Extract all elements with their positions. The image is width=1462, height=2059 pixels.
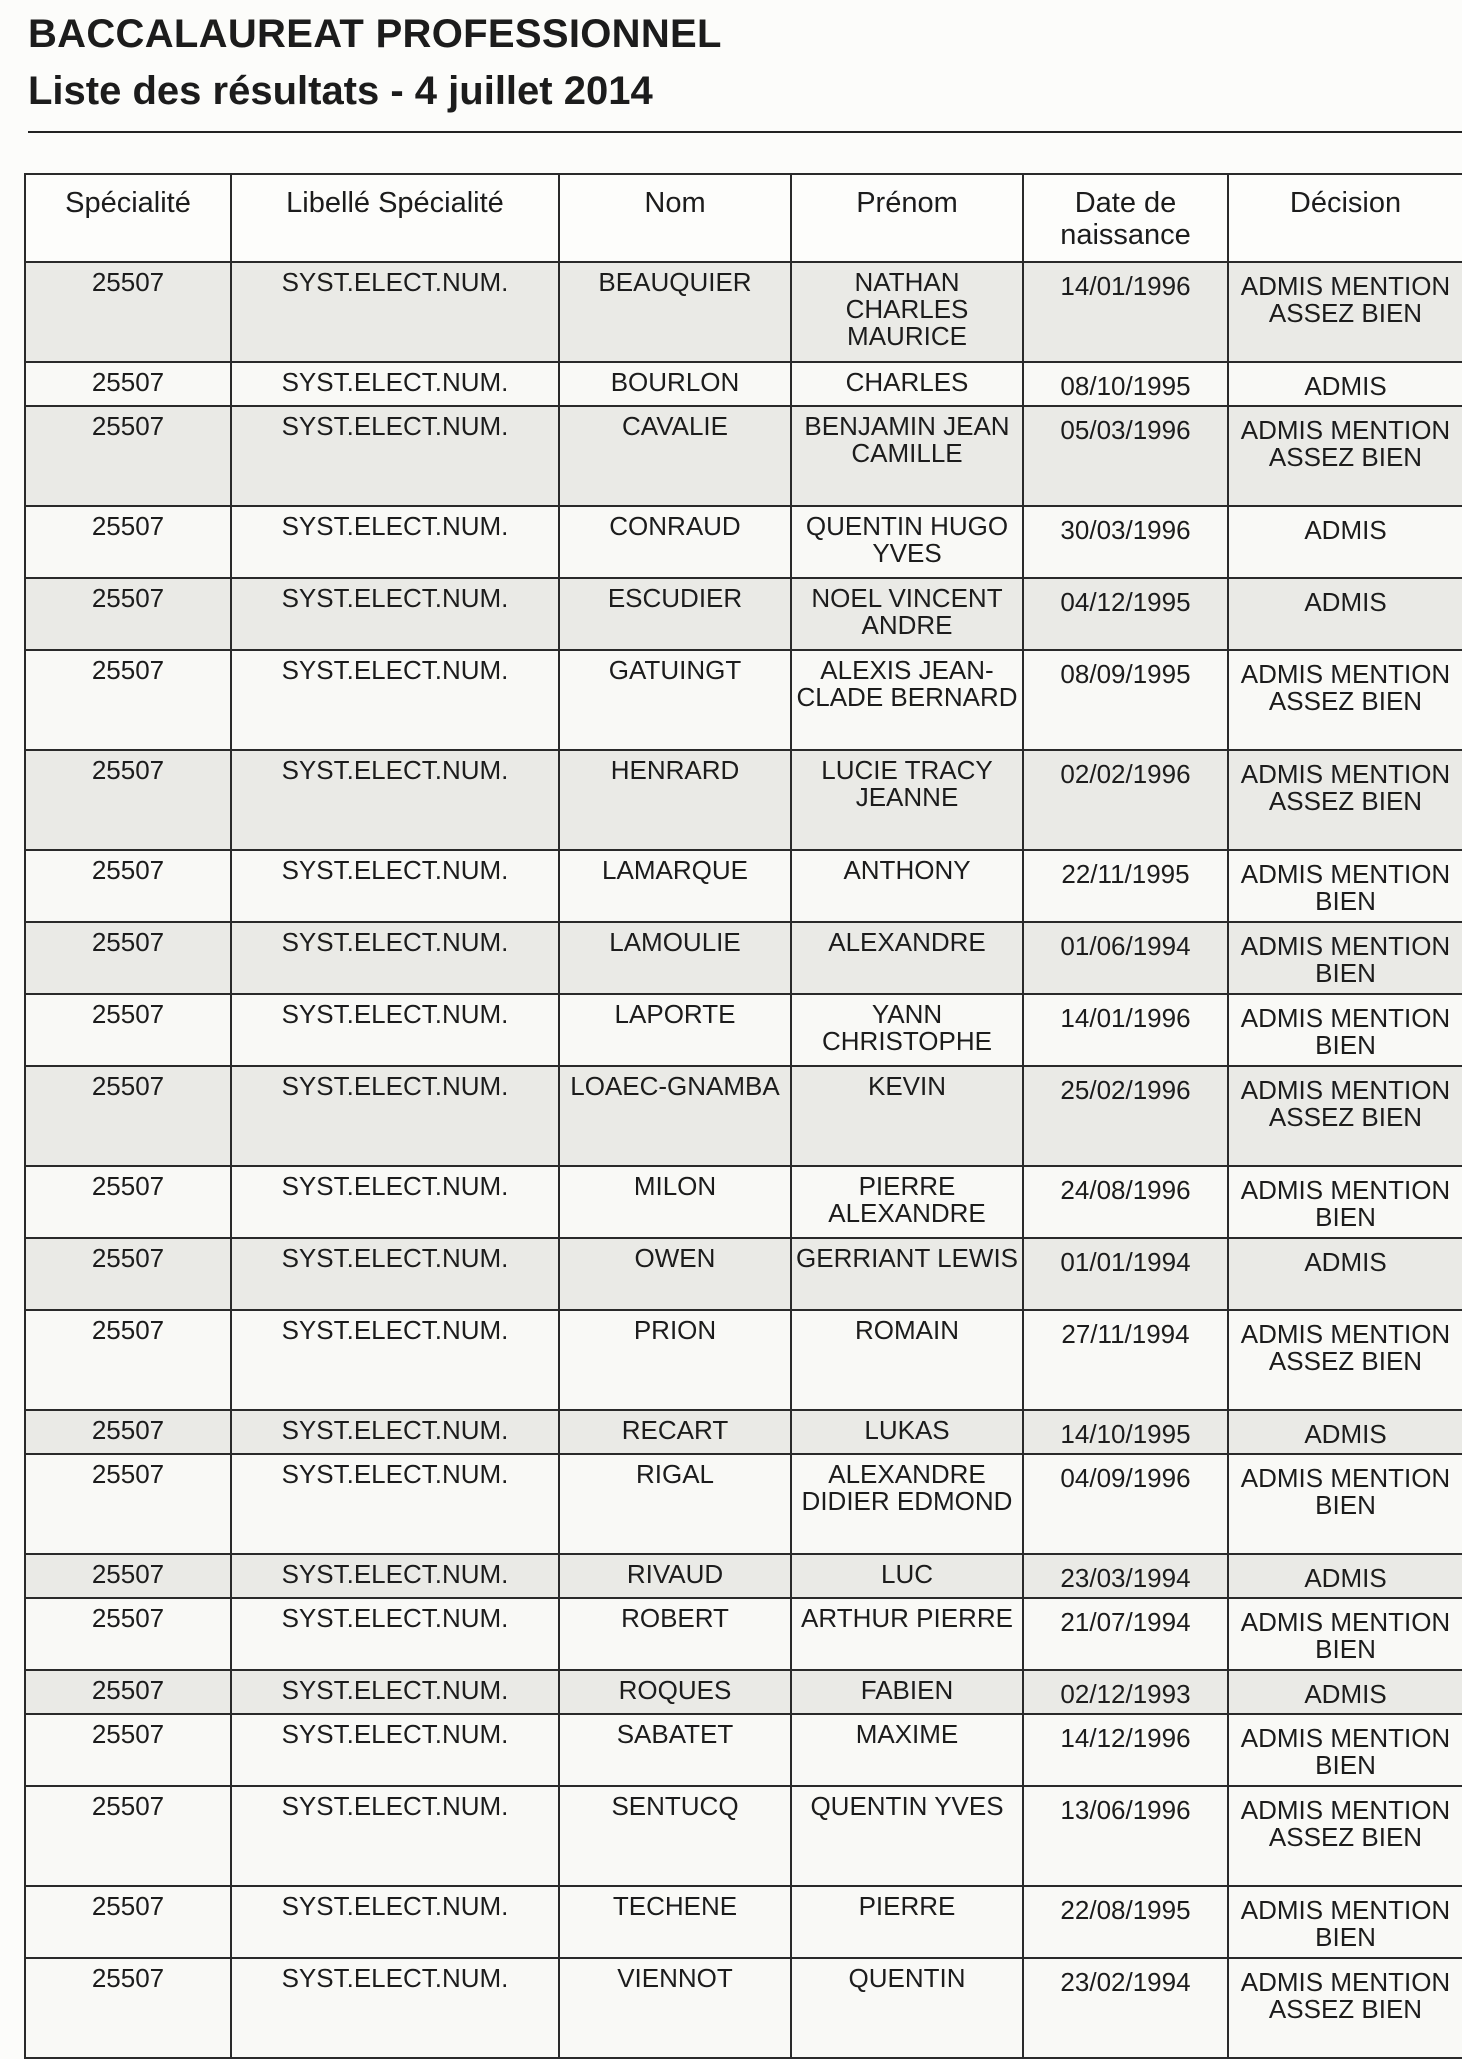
cell-date-naissance: 13/06/1996 — [1023, 1786, 1228, 1886]
cell-specialite: 25507 — [25, 406, 231, 506]
cell-nom: LAMARQUE — [559, 850, 791, 922]
cell-libelle: SYST.ELECT.NUM. — [231, 406, 559, 506]
cell-decision: ADMIS — [1228, 362, 1462, 406]
cell-decision: ADMIS MENTION BIEN — [1228, 1598, 1462, 1670]
cell-specialite: 25507 — [25, 1786, 231, 1886]
cell-prenom: FABIEN — [791, 1670, 1023, 1714]
cell-decision: ADMIS MENTION BIEN — [1228, 1454, 1462, 1554]
cell-libelle: SYST.ELECT.NUM. — [231, 1238, 559, 1310]
cell-libelle: SYST.ELECT.NUM. — [231, 262, 559, 362]
cell-decision: ADMIS — [1228, 1410, 1462, 1454]
cell-specialite: 25507 — [25, 1238, 231, 1310]
table-row — [25, 1958, 1462, 2058]
document-header — [28, 6, 1462, 120]
cell-nom: BOURLON — [559, 362, 791, 406]
cell-date-naissance: 21/07/1994 — [1023, 1598, 1228, 1670]
table-row — [25, 922, 1462, 994]
cell-nom: ROBERT — [559, 1598, 791, 1670]
table-row — [25, 362, 1462, 406]
table-row — [25, 750, 1462, 850]
column-header-date: Date de naissance — [1023, 174, 1228, 262]
cell-nom: SABATET — [559, 1714, 791, 1786]
cell-specialite: 25507 — [25, 922, 231, 994]
cell-decision: ADMIS MENTION ASSEZ BIEN — [1228, 262, 1462, 362]
cell-specialite: 25507 — [25, 1958, 231, 2058]
cell-libelle: SYST.ELECT.NUM. — [231, 750, 559, 850]
cell-specialite: 25507 — [25, 1670, 231, 1714]
cell-specialite: 25507 — [25, 750, 231, 850]
cell-nom: PRION — [559, 1310, 791, 1410]
table-row — [25, 1166, 1462, 1238]
cell-prenom: ROMAIN — [791, 1310, 1023, 1410]
cell-date-naissance: 23/03/1994 — [1023, 1554, 1228, 1598]
table-row — [25, 1238, 1462, 1310]
cell-specialite: 25507 — [25, 1714, 231, 1786]
cell-date-naissance: 04/12/1995 — [1023, 578, 1228, 650]
table-row — [25, 850, 1462, 922]
cell-date-naissance: 24/08/1996 — [1023, 1166, 1228, 1238]
cell-nom: CONRAUD — [559, 506, 791, 578]
cell-specialite: 25507 — [25, 1310, 231, 1410]
cell-prenom: ARTHUR PIERRE — [791, 1598, 1023, 1670]
cell-libelle: SYST.ELECT.NUM. — [231, 1714, 559, 1786]
cell-libelle: SYST.ELECT.NUM. — [231, 922, 559, 994]
cell-date-naissance: 14/01/1996 — [1023, 262, 1228, 362]
cell-date-naissance: 30/03/1996 — [1023, 506, 1228, 578]
cell-specialite: 25507 — [25, 1166, 231, 1238]
cell-nom: RIVAUD — [559, 1554, 791, 1598]
column-header-specialite: Spécialité — [25, 174, 231, 262]
cell-prenom: LUKAS — [791, 1410, 1023, 1454]
cell-decision: ADMIS MENTION BIEN — [1228, 922, 1462, 994]
header-row — [25, 174, 1462, 262]
cell-libelle: SYST.ELECT.NUM. — [231, 1886, 559, 1958]
cell-nom: VIENNOT — [559, 1958, 791, 2058]
cell-decision: ADMIS MENTION ASSEZ BIEN — [1228, 1958, 1462, 2058]
cell-specialite: 25507 — [25, 1886, 231, 1958]
cell-date-naissance: 27/11/1994 — [1023, 1310, 1228, 1410]
cell-nom: LAMOULIE — [559, 922, 791, 994]
cell-specialite: 25507 — [25, 850, 231, 922]
cell-libelle: SYST.ELECT.NUM. — [231, 850, 559, 922]
header-divider — [28, 131, 1462, 133]
cell-nom: ESCUDIER — [559, 578, 791, 650]
cell-prenom: PIERRE — [791, 1886, 1023, 1958]
cell-date-naissance: 14/12/1996 — [1023, 1714, 1228, 1786]
cell-date-naissance: 08/10/1995 — [1023, 362, 1228, 406]
cell-decision: ADMIS MENTION BIEN — [1228, 1714, 1462, 1786]
cell-specialite: 25507 — [25, 1598, 231, 1670]
cell-specialite: 25507 — [25, 506, 231, 578]
cell-decision: ADMIS MENTION ASSEZ BIEN — [1228, 750, 1462, 850]
table-row — [25, 1454, 1462, 1554]
table-row — [25, 1554, 1462, 1598]
cell-prenom: ALEXANDRE DIDIER EDMOND — [791, 1454, 1023, 1554]
cell-decision: ADMIS — [1228, 578, 1462, 650]
cell-date-naissance: 23/02/1994 — [1023, 1958, 1228, 2058]
cell-prenom: QUENTIN HUGO YVES — [791, 506, 1023, 578]
table-row — [25, 650, 1462, 750]
cell-decision: ADMIS — [1228, 1670, 1462, 1714]
table-row — [25, 1670, 1462, 1714]
cell-libelle: SYST.ELECT.NUM. — [231, 1310, 559, 1410]
cell-prenom: QUENTIN — [791, 1958, 1023, 2058]
table-row — [25, 1786, 1462, 1886]
cell-date-naissance: 02/12/1993 — [1023, 1670, 1228, 1714]
cell-nom: ROQUES — [559, 1670, 791, 1714]
cell-nom: GATUINGT — [559, 650, 791, 750]
cell-libelle: SYST.ELECT.NUM. — [231, 578, 559, 650]
cell-decision: ADMIS MENTION ASSEZ BIEN — [1228, 650, 1462, 750]
table-row — [25, 1886, 1462, 1958]
cell-libelle: SYST.ELECT.NUM. — [231, 1670, 559, 1714]
cell-decision: ADMIS MENTION BIEN — [1228, 850, 1462, 922]
cell-libelle: SYST.ELECT.NUM. — [231, 1410, 559, 1454]
cell-nom: TECHENE — [559, 1886, 791, 1958]
document-subtitle: Liste des résultats - 4 juillet 2014 — [28, 69, 653, 113]
cell-decision: ADMIS MENTION ASSEZ BIEN — [1228, 1786, 1462, 1886]
cell-libelle: SYST.ELECT.NUM. — [231, 362, 559, 406]
cell-specialite: 25507 — [25, 262, 231, 362]
cell-nom: LAPORTE — [559, 994, 791, 1066]
cell-date-naissance: 08/09/1995 — [1023, 650, 1228, 750]
cell-nom: LOAEC-GNAMBA — [559, 1066, 791, 1166]
cell-prenom: CHARLES — [791, 362, 1023, 406]
cell-libelle: SYST.ELECT.NUM. — [231, 1454, 559, 1554]
cell-libelle: SYST.ELECT.NUM. — [231, 1598, 559, 1670]
cell-specialite: 25507 — [25, 1066, 231, 1166]
table-row — [25, 1410, 1462, 1454]
cell-decision: ADMIS MENTION BIEN — [1228, 994, 1462, 1066]
cell-decision: ADMIS MENTION BIEN — [1228, 1166, 1462, 1238]
cell-nom: RECART — [559, 1410, 791, 1454]
cell-date-naissance: 22/08/1995 — [1023, 1886, 1228, 1958]
cell-nom: CAVALIE — [559, 406, 791, 506]
results-body — [25, 262, 1462, 2058]
table-row — [25, 406, 1462, 506]
cell-date-naissance: 04/09/1996 — [1023, 1454, 1228, 1554]
cell-libelle: SYST.ELECT.NUM. — [231, 1554, 559, 1598]
cell-date-naissance: 14/01/1996 — [1023, 994, 1228, 1066]
cell-libelle: SYST.ELECT.NUM. — [231, 506, 559, 578]
cell-date-naissance: 25/02/1996 — [1023, 1066, 1228, 1166]
cell-libelle: SYST.ELECT.NUM. — [231, 650, 559, 750]
cell-prenom: ALEXANDRE — [791, 922, 1023, 994]
cell-decision: ADMIS — [1228, 506, 1462, 578]
table-row — [25, 1598, 1462, 1670]
table-row — [25, 1310, 1462, 1410]
cell-nom: MILON — [559, 1166, 791, 1238]
cell-prenom: LUCIE TRACY JEANNE — [791, 750, 1023, 850]
cell-nom: SENTUCQ — [559, 1786, 791, 1886]
cell-prenom: GERRIANT LEWIS — [791, 1238, 1023, 1310]
cell-nom: OWEN — [559, 1238, 791, 1310]
table-row — [25, 262, 1462, 362]
cell-date-naissance: 01/06/1994 — [1023, 922, 1228, 994]
table-row — [25, 1714, 1462, 1786]
column-header-decision: Décision — [1228, 174, 1462, 262]
cell-prenom: ANTHONY — [791, 850, 1023, 922]
cell-specialite: 25507 — [25, 650, 231, 750]
cell-specialite: 25507 — [25, 362, 231, 406]
cell-libelle: SYST.ELECT.NUM. — [231, 1066, 559, 1166]
cell-date-naissance: 05/03/1996 — [1023, 406, 1228, 506]
document-title: BACCALAUREAT PROFESSIONNEL — [28, 12, 722, 56]
table-row — [25, 994, 1462, 1066]
cell-prenom: BENJAMIN JEAN CAMILLE — [791, 406, 1023, 506]
table-row — [25, 1066, 1462, 1166]
cell-nom: BEAUQUIER — [559, 262, 791, 362]
cell-decision: ADMIS MENTION BIEN — [1228, 1886, 1462, 1958]
cell-specialite: 25507 — [25, 578, 231, 650]
cell-specialite: 25507 — [25, 994, 231, 1066]
cell-date-naissance: 22/11/1995 — [1023, 850, 1228, 922]
cell-decision: ADMIS — [1228, 1238, 1462, 1310]
cell-prenom: MAXIME — [791, 1714, 1023, 1786]
column-header-nom: Nom — [559, 174, 791, 262]
cell-libelle: SYST.ELECT.NUM. — [231, 1786, 559, 1886]
cell-date-naissance: 01/01/1994 — [1023, 1238, 1228, 1310]
cell-libelle: SYST.ELECT.NUM. — [231, 1958, 559, 2058]
cell-specialite: 25507 — [25, 1410, 231, 1454]
column-header-prenom: Prénom — [791, 174, 1023, 262]
cell-prenom: NATHAN CHARLES MAURICE — [791, 262, 1023, 362]
cell-prenom: LUC — [791, 1554, 1023, 1598]
cell-specialite: 25507 — [25, 1554, 231, 1598]
cell-prenom: NOEL VINCENT ANDRE — [791, 578, 1023, 650]
cell-date-naissance: 14/10/1995 — [1023, 1410, 1228, 1454]
cell-prenom: PIERRE ALEXANDRE — [791, 1166, 1023, 1238]
cell-prenom: KEVIN — [791, 1066, 1023, 1166]
cell-decision: ADMIS MENTION ASSEZ BIEN — [1228, 406, 1462, 506]
cell-nom: HENRARD — [559, 750, 791, 850]
table-row — [25, 578, 1462, 650]
cell-date-naissance: 02/02/1996 — [1023, 750, 1228, 850]
cell-decision: ADMIS MENTION ASSEZ BIEN — [1228, 1066, 1462, 1166]
cell-decision: ADMIS MENTION ASSEZ BIEN — [1228, 1310, 1462, 1410]
cell-nom: RIGAL — [559, 1454, 791, 1554]
cell-specialite: 25507 — [25, 1454, 231, 1554]
cell-prenom: QUENTIN YVES — [791, 1786, 1023, 1886]
table-row — [25, 506, 1462, 578]
cell-prenom: ALEXIS JEAN-CLADE BERNARD — [791, 650, 1023, 750]
cell-decision: ADMIS — [1228, 1554, 1462, 1598]
column-header-libelle: Libellé Spécialité — [231, 174, 559, 262]
cell-prenom: YANN CHRISTOPHE — [791, 994, 1023, 1066]
results-table — [24, 173, 1462, 2059]
cell-libelle: SYST.ELECT.NUM. — [231, 1166, 559, 1238]
cell-libelle: SYST.ELECT.NUM. — [231, 994, 559, 1066]
